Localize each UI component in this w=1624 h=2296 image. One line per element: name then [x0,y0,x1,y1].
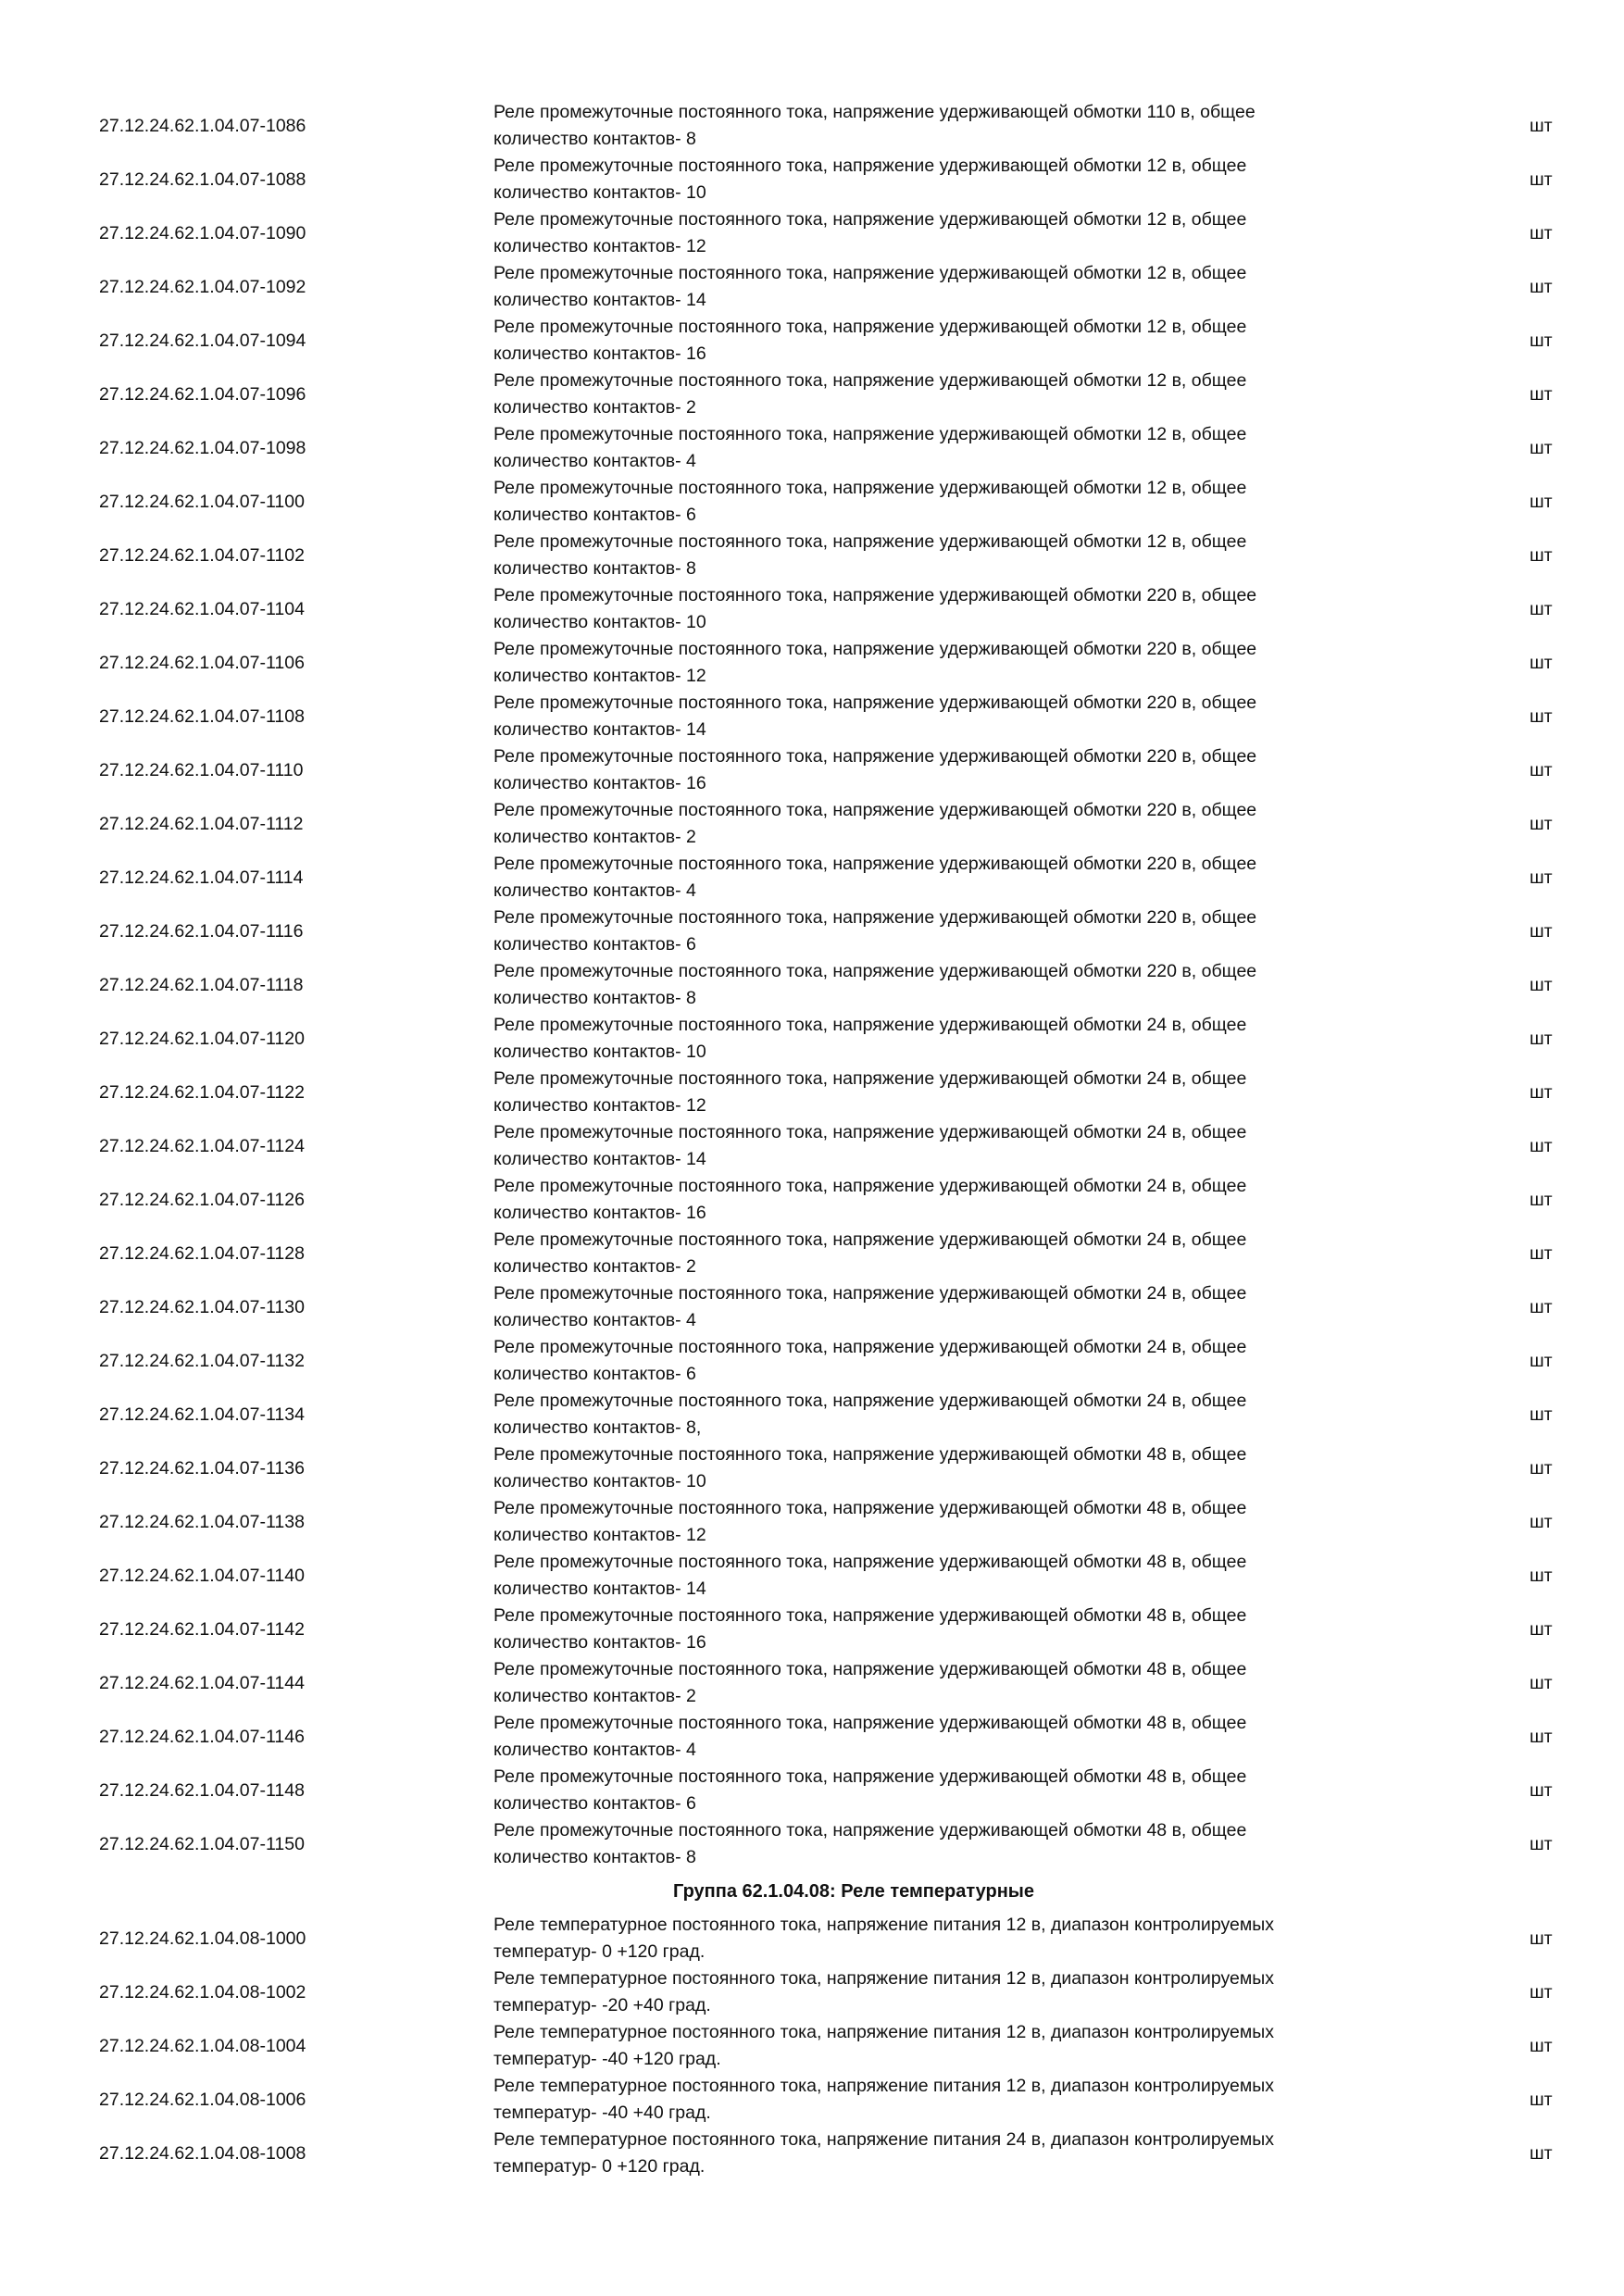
item-description-line2: количество контактов- 10 [493,1042,706,1062]
table-row [0,153,1624,206]
item-code: 27.12.24.62.1.04.07-1102 [99,544,305,566]
item-unit: шт [1530,1565,1553,1586]
table-row [0,636,1624,690]
table-row [0,1495,1624,1549]
item-description-line1: Реле промежуточные постоянного тока, напряжение удерживающей обмотки 48 в, общее [493,1659,1247,1679]
table-row [0,1388,1624,1441]
table-row [0,1912,1624,1965]
item-description-line2: количество контактов- 12 [493,1095,706,1116]
table-row [0,1012,1624,1066]
item-unit: шт [1530,598,1553,619]
item-code: 27.12.24.62.1.04.07-1122 [99,1081,305,1103]
item-unit: шт [1530,115,1553,136]
item-description [493,475,1419,529]
item-description [493,206,1419,260]
item-unit: шт [1530,330,1553,351]
item-description-line2: количество контактов- 10 [493,182,706,203]
item-description-line1: Реле промежуточные постоянного тока, напряжение удерживающей обмотки 48 в, общее [493,1605,1247,1626]
table-row [0,1965,1624,2019]
table-row [0,260,1624,314]
item-code: 27.12.24.62.1.04.07-1104 [99,598,305,619]
item-unit: шт [1530,974,1553,995]
item-unit: шт [1530,1028,1553,1049]
item-unit: шт [1530,652,1553,673]
table-row [0,690,1624,743]
item-description-line1: Реле промежуточные постоянного тока, напряжение удерживающей обмотки 12 в, общее [493,209,1247,230]
table-row [0,2073,1624,2127]
item-description [493,1656,1419,1710]
item-description [493,2127,1419,2180]
item-description-line2: количество контактов- 12 [493,1525,706,1545]
item-description-line2: количество контактов- 10 [493,1471,706,1491]
item-description-line1: Реле промежуточные постоянного тока, напряжение удерживающей обмотки 12 в, общее [493,263,1247,283]
item-description [493,1227,1419,1280]
item-description [493,2019,1419,2073]
item-description-line2: количество контактов- 16 [493,1203,706,1223]
item-description-line1: Реле промежуточные постоянного тока, напряжение удерживающей обмотки 24 в, общее [493,1391,1247,1411]
item-description-line1: Реле промежуточные постоянного тока, напряжение удерживающей обмотки 24 в, общее [493,1122,1247,1142]
item-description-line2: количество контактов- 6 [493,934,696,955]
item-description [493,690,1419,743]
item-unit: шт [1530,1189,1553,1210]
item-code: 27.12.24.62.1.04.08-1004 [99,2035,306,2056]
item-description [493,582,1419,636]
item-unit: шт [1530,1672,1553,1693]
item-code: 27.12.24.62.1.04.07-1150 [99,1833,305,1854]
item-description-line2: количество контактов- 2 [493,1256,696,1277]
item-description-line1: Реле температурное постоянного тока, напряжение питания 12 в, диапазон контролируемых [493,2022,1274,2042]
item-description [493,636,1419,690]
item-description [493,99,1419,153]
item-description-line1: Реле температурное постоянного тока, напряжение питания 24 в, диапазон контролируемых [493,2129,1274,2150]
table-row [0,1549,1624,1603]
item-description-line2: количество контактов- 6 [493,505,696,525]
item-description-line1: Реле промежуточные постоянного тока, напряжение удерживающей обмотки 12 в, общее [493,370,1247,391]
item-description [493,2073,1419,2127]
item-description-line1: Реле промежуточные постоянного тока, напряжение удерживающей обмотки 48 в, общее [493,1820,1247,1841]
item-code: 27.12.24.62.1.04.07-1096 [99,383,306,405]
item-description [493,314,1419,368]
item-description-line1: Реле промежуточные постоянного тока, напряжение удерживающей обмотки 12 в, общее [493,424,1247,444]
item-description-line2: количество контактов- 8 [493,129,696,149]
table-row [0,475,1624,529]
item-code: 27.12.24.62.1.04.07-1088 [99,168,306,190]
item-description-line2: количество контактов- 14 [493,1578,706,1599]
item-description-line1: Реле промежуточные постоянного тока, напряжение удерживающей обмотки 12 в, общее [493,478,1247,498]
item-description-line1: Реле промежуточные постоянного тока, напряжение удерживающей обмотки 48 в, общее [493,1766,1247,1787]
table-row [0,905,1624,958]
item-description-line2: количество контактов- 14 [493,1149,706,1169]
item-description-line1: Реле промежуточные постоянного тока, напряжение удерживающей обмотки 24 в, общее [493,1068,1247,1089]
item-description-line2: количество контактов- 8 [493,558,696,579]
item-description [493,1965,1419,2019]
item-code: 27.12.24.62.1.04.08-1006 [99,2089,306,2110]
item-unit: шт [1530,1779,1553,1801]
item-description-line2: количество контактов- 2 [493,397,696,418]
item-description-line1: Реле промежуточные постоянного тока, напряжение удерживающей обмотки 48 в, общее [493,1498,1247,1518]
item-unit: шт [1530,383,1553,405]
item-unit: шт [1530,2089,1553,2110]
table-row [0,2019,1624,2073]
item-unit: шт [1530,813,1553,834]
item-code: 27.12.24.62.1.04.07-1118 [99,974,304,995]
item-unit: шт [1530,1726,1553,1747]
item-description-line1: Реле промежуточные постоянного тока, напряжение удерживающей обмотки 24 в, общее [493,1229,1247,1250]
item-description [493,797,1419,851]
table-row [0,1656,1624,1710]
item-code: 27.12.24.62.1.04.07-1108 [99,705,305,727]
item-description [493,421,1419,475]
table-row [0,99,1624,153]
item-description-line2: температур- -40 +40 град. [493,2103,711,2123]
item-description-line2: количество контактов- 2 [493,1686,696,1706]
table-row [0,1764,1624,1817]
table-row [0,1280,1624,1334]
item-code: 27.12.24.62.1.04.07-1140 [99,1565,305,1586]
item-description-line1: Реле промежуточные постоянного тока, напряжение удерживающей обмотки 220 в, общее [493,746,1257,767]
item-description-line1: Реле промежуточные постоянного тока, напряжение удерживающей обмотки 12 в, общее [493,317,1247,337]
item-description-line2: количество контактов- 8, [493,1417,702,1438]
item-description-line1: Реле промежуточные постоянного тока, напряжение удерживающей обмотки 12 в, общее [493,156,1247,176]
table-row [0,958,1624,1012]
item-unit: шт [1530,491,1553,512]
item-unit: шт [1530,1618,1553,1640]
table-row [0,1173,1624,1227]
item-description-line2: количество контактов- 14 [493,290,706,310]
item-description-line2: температур- -40 +120 град. [493,2049,721,2069]
item-description-line2: количество контактов- 2 [493,827,696,847]
item-code: 27.12.24.62.1.04.07-1134 [99,1404,305,1425]
item-code: 27.12.24.62.1.04.07-1148 [99,1779,305,1801]
item-code: 27.12.24.62.1.04.07-1136 [99,1457,305,1479]
item-unit: шт [1530,1242,1553,1264]
group-heading: Группа 62.1.04.08: Реле температурные [673,1880,1034,1902]
item-description-line1: Реле промежуточные постоянного тока, напряжение удерживающей обмотки 220 в, общее [493,907,1257,928]
item-code: 27.12.24.62.1.04.07-1144 [99,1672,305,1693]
table-row [0,2127,1624,2180]
item-description-line2: количество контактов- 16 [493,773,706,793]
item-description-line2: количество контактов- 14 [493,719,706,740]
item-description-line2: количество контактов- 4 [493,1310,696,1330]
item-description-line2: количество контактов- 4 [493,1740,696,1760]
item-description [493,958,1419,1012]
item-code: 27.12.24.62.1.04.07-1100 [99,491,305,512]
item-description-line2: количество контактов- 8 [493,1847,696,1867]
item-description [493,1334,1419,1388]
item-code: 27.12.24.62.1.04.07-1128 [99,1242,305,1264]
item-description-line1: Реле промежуточные постоянного тока, напряжение удерживающей обмотки 220 в, общее [493,800,1257,820]
item-unit: шт [1530,1350,1553,1371]
item-description-line2: количество контактов- 8 [493,988,696,1008]
item-code: 27.12.24.62.1.04.08-1008 [99,2142,306,2164]
item-unit: шт [1530,437,1553,458]
item-description-line2: количество контактов- 4 [493,451,696,471]
item-description-line1: Реле температурное постоянного тока, напряжение питания 12 в, диапазон контролируемых [493,1968,1274,1989]
item-description-line1: Реле промежуточные постоянного тока, напряжение удерживающей обмотки 110 в, общее [493,102,1255,122]
item-description-line2: количество контактов- 16 [493,343,706,364]
item-description [493,1012,1419,1066]
item-code: 27.12.24.62.1.04.07-1114 [99,867,304,888]
table-row [0,206,1624,260]
item-unit: шт [1530,759,1553,780]
item-code: 27.12.24.62.1.04.07-1130 [99,1296,305,1317]
item-code: 27.12.24.62.1.04.07-1106 [99,652,305,673]
item-code: 27.12.24.62.1.04.07-1110 [99,759,304,780]
table-row [0,797,1624,851]
item-description [493,1817,1419,1871]
table-row [0,368,1624,421]
item-description-line1: Реле промежуточные постоянного тока, напряжение удерживающей обмотки 24 в, общее [493,1337,1247,1357]
item-unit: шт [1530,168,1553,190]
item-description [493,1764,1419,1817]
item-code: 27.12.24.62.1.04.07-1116 [99,920,304,942]
item-description [493,743,1419,797]
item-description [493,260,1419,314]
item-description-line1: Реле промежуточные постоянного тока, напряжение удерживающей обмотки 24 в, общее [493,1176,1247,1196]
table-row [0,1227,1624,1280]
table-row [0,529,1624,582]
item-description [493,1441,1419,1495]
table-row [0,1066,1624,1119]
item-unit: шт [1530,2035,1553,2056]
item-description [493,1495,1419,1549]
item-code: 27.12.24.62.1.04.07-1146 [99,1726,305,1747]
item-unit: шт [1530,1081,1553,1103]
item-description-line1: Реле промежуточные постоянного тока, напряжение удерживающей обмотки 220 в, общее [493,639,1257,659]
item-description [493,1280,1419,1334]
item-code: 27.12.24.62.1.04.07-1092 [99,276,306,297]
item-code: 27.12.24.62.1.04.07-1112 [99,813,304,834]
item-code: 27.12.24.62.1.04.07-1132 [99,1350,305,1371]
item-code: 27.12.24.62.1.04.07-1138 [99,1511,305,1532]
item-description-line2: количество контактов- 16 [493,1632,706,1653]
item-description [493,1119,1419,1173]
item-description-line2: температур- 0 +120 град. [493,1941,706,1962]
table-row [0,1710,1624,1764]
item-unit: шт [1530,1928,1553,1949]
item-unit: шт [1530,705,1553,727]
item-description [493,905,1419,958]
table-row [0,1441,1624,1495]
table-row [0,1334,1624,1388]
item-description [493,529,1419,582]
item-description [493,1603,1419,1656]
item-unit: шт [1530,1296,1553,1317]
item-unit: шт [1530,544,1553,566]
item-description-line1: Реле промежуточные постоянного тока, напряжение удерживающей обмотки 220 в, общее [493,961,1257,981]
item-description-line1: Реле промежуточные постоянного тока, напряжение удерживающей обмотки 48 в, общее [493,1713,1247,1733]
item-description [493,1912,1419,1965]
item-unit: шт [1530,920,1553,942]
item-description-line2: количество контактов- 10 [493,612,706,632]
item-code: 27.12.24.62.1.04.07-1090 [99,222,306,243]
item-unit: шт [1530,276,1553,297]
item-unit: шт [1530,2142,1553,2164]
table-row [0,314,1624,368]
item-description [493,1388,1419,1441]
table-row [0,1817,1624,1871]
item-description-line1: Реле промежуточные постоянного тока, напряжение удерживающей обмотки 48 в, общее [493,1444,1247,1465]
table-row [0,1603,1624,1656]
item-code: 27.12.24.62.1.04.08-1002 [99,1981,306,2003]
item-unit: шт [1530,867,1553,888]
item-code: 27.12.24.62.1.04.07-1124 [99,1135,305,1156]
item-description-line2: температур- -20 +40 град. [493,1995,711,2015]
item-code: 27.12.24.62.1.04.08-1000 [99,1928,306,1949]
item-code: 27.12.24.62.1.04.07-1126 [99,1189,305,1210]
item-description-line1: Реле промежуточные постоянного тока, напряжение удерживающей обмотки 220 в, общее [493,585,1257,605]
item-description-line2: количество контактов- 12 [493,236,706,256]
item-description-line1: Реле промежуточные постоянного тока, напряжение удерживающей обмотки 24 в, общее [493,1283,1247,1304]
item-description-line1: Реле промежуточные постоянного тока, напряжение удерживающей обмотки 48 в, общее [493,1552,1247,1572]
item-description-line1: Реле промежуточные постоянного тока, напряжение удерживающей обмотки 12 в, общее [493,531,1247,552]
table-row [0,851,1624,905]
item-description [493,1066,1419,1119]
item-code: 27.12.24.62.1.04.07-1086 [99,115,306,136]
item-description-line1: Реле промежуточные постоянного тока, напряжение удерживающей обмотки 24 в, общее [493,1015,1247,1035]
item-description-line2: количество контактов- 12 [493,666,706,686]
item-description-line2: температур- 0 +120 град. [493,2156,706,2177]
table-row [0,421,1624,475]
item-unit: шт [1530,1457,1553,1479]
item-description [493,1549,1419,1603]
item-unit: шт [1530,222,1553,243]
table-row [0,1119,1624,1173]
item-description [493,1173,1419,1227]
item-description-line2: количество контактов- 6 [493,1364,696,1384]
item-unit: шт [1530,1981,1553,2003]
item-unit: шт [1530,1511,1553,1532]
item-description [493,368,1419,421]
item-unit: шт [1530,1833,1553,1854]
item-description [493,1710,1419,1764]
item-description-line1: Реле промежуточные постоянного тока, напряжение удерживающей обмотки 220 в, общее [493,693,1257,713]
item-code: 27.12.24.62.1.04.07-1120 [99,1028,305,1049]
item-unit: шт [1530,1404,1553,1425]
item-unit: шт [1530,1135,1553,1156]
table-row [0,743,1624,797]
item-description [493,851,1419,905]
item-description-line2: количество контактов- 6 [493,1793,696,1814]
item-code: 27.12.24.62.1.04.07-1142 [99,1618,305,1640]
item-code: 27.12.24.62.1.04.07-1094 [99,330,306,351]
item-description-line1: Реле промежуточные постоянного тока, напряжение удерживающей обмотки 220 в, общее [493,854,1257,874]
item-code: 27.12.24.62.1.04.07-1098 [99,437,306,458]
item-description-line1: Реле температурное постоянного тока, напряжение питания 12 в, диапазон контролируемых [493,1915,1274,1935]
table-row [0,582,1624,636]
item-description-line1: Реле температурное постоянного тока, напряжение питания 12 в, диапазон контролируемых [493,2076,1274,2096]
item-description [493,153,1419,206]
item-description-line2: количество контактов- 4 [493,880,696,901]
